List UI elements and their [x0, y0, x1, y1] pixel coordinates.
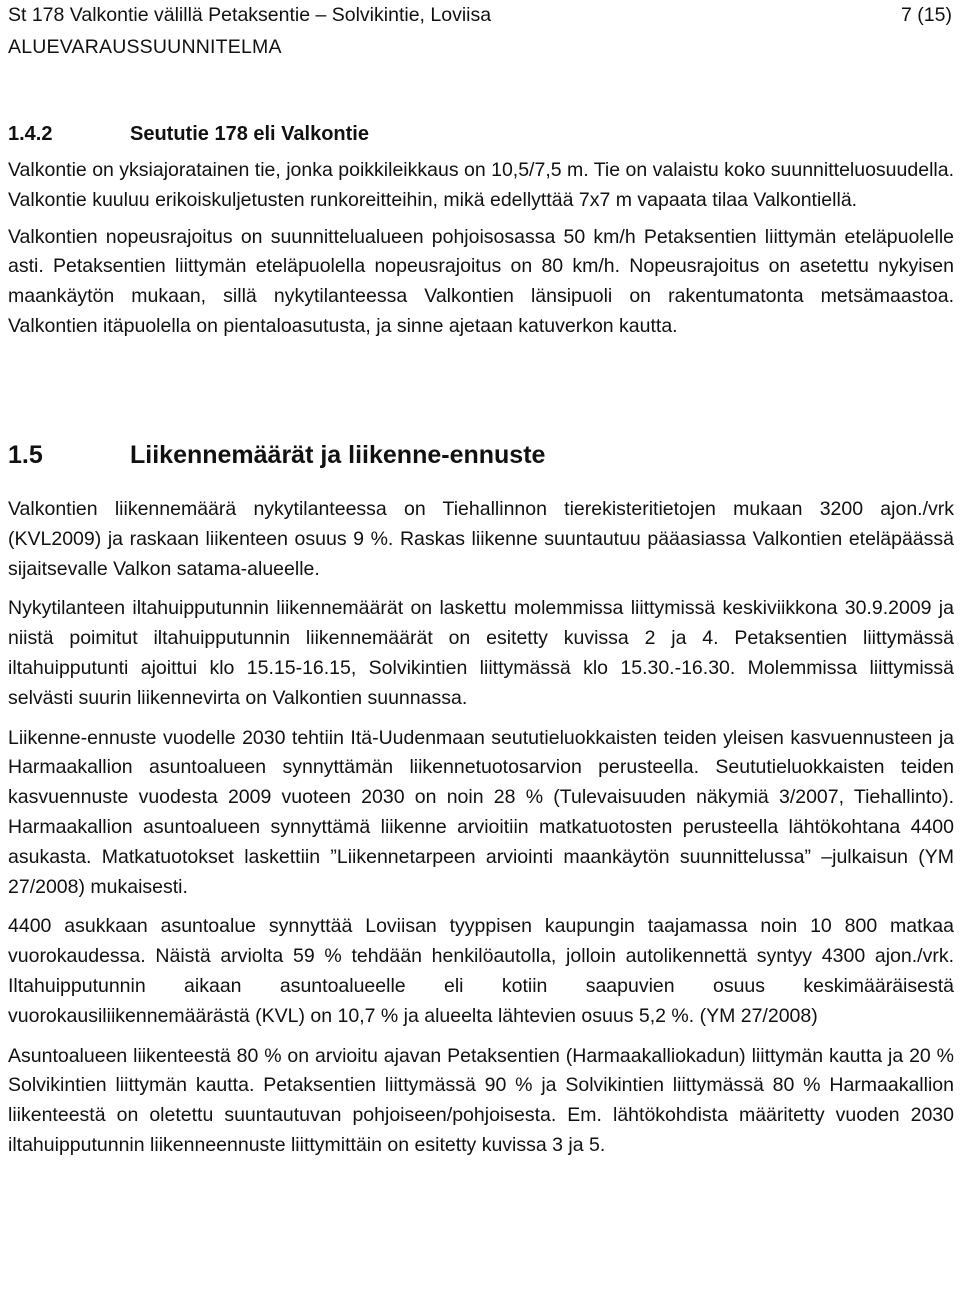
section-1-5-body [8, 495, 954, 1161]
paragraph: Valkontien liikennemäärä nykytilanteessa on Tiehallinnon tierekisteritietojen mukaan 3200 ajon./vrk (KVL2009) ja raskaan liikenteen osuus 9 %. Raskas liikenne suuntautuu pääasiassa Valkontien eteläpäässä sijaitsevalle Valkon satama-alueelle. [8, 498, 954, 580]
header-title: St 178 Valkontie välillä Petaksentie – Solvikintie, Loviisa [8, 4, 492, 26]
section-1-4-2-body [8, 156, 954, 342]
section-title: Seututie 178 eli Valkontie [130, 123, 369, 145]
page-number: 7 (15) [901, 4, 952, 26]
section-number: 1.5 [8, 441, 43, 469]
document-page [8, 0, 954, 1156]
section-heading-1-4-2 [8, 120, 369, 148]
page-header [8, 0, 954, 70]
paragraph: Valkontien nopeusrajoitus on suunnittelualueen pohjoisosassa 50 km/h Petaksentien liittymän eteläpuolelle asti. Petaksentien liittymän eteläpuolella nopeusrajoitus on 80 km/h. Nopeusrajoitus on asetettu nykyisen maankäytön mukaan, sillä nykytilanteessa Valkontien länsipuoli on rakentumatonta metsämaastoa. Valkontien itäpuolella on pientaloasutusta, ja sinne ajetaan katuverkon kautta. [8, 225, 954, 337]
section-title: Liikennemäärät ja liikenne-ennuste [130, 441, 546, 469]
paragraph: 4400 asukkaan asuntoalue synnyttää Loviisan tyyppisen kaupungin taajamassa noin 10 800 matkaa vuorokaudessa. Näistä arviolta 59 % tehdään henkilöautolla, jolloin autolikennettä syntyy 4300 ajon./vrk. Iltahuipputunnin aikaan asuntoalueelle eli kotiin saapuvien osuus keskimääräisestä vuorokausiliikennemäärästä (KVL) on 10,7 % ja alueelta lähtevien osuus 5,2 %. (YM 27/2008) [8, 915, 954, 1027]
section-heading-1-5 [8, 438, 545, 472]
header-subtitle: ALUEVARAUSSUUNNITELMA [8, 36, 282, 58]
paragraph: Valkontie on yksiajoratainen tie, jonka poikkileikkaus on 10,5/7,5 m. Tie on valaistu koko suunnitteluosuudella. Valkontie kuuluu erikoiskuljetusten runkoreitteihin, mikä edellyttää 7x7 m vapaata tilaa Valkontiellä. [8, 159, 954, 211]
section-number: 1.4.2 [8, 123, 53, 145]
paragraph: Liikenne-ennuste vuodelle 2030 tehtiin Itä-Uudenmaan seututieluokkaisten teiden yleisen kasvuennusteen ja Harmaakallion asuntoalueen synnyttämän liikennetuotosarvion perusteella. Seututieluokkaisten teiden kasvuennuste vuodesta 2009 vuoteen 2030 on noin 28 % (Tulevaisuuden näkymiä 3/2007, Tiehallinto). Harmaakallion asuntoalueen synnyttämä liikenne arvioitiin matkatuotosten perusteella lähtökohtana 4400 asukasta. Matkatuotokset laskettiin ”Liikennetarpeen arviointi maankäytön suunnittelussa” –julkaisun (YM 27/2008) mukaisesti. [8, 726, 954, 898]
paragraph: Nykytilanteen iltahuipputunnin liikennemäärät on laskettu molemmissa liittymissä keskiviikkona 30.9.2009 ja niistä poimitut iltahuipputunnin liikennemäärät on esitetty kuvissa 2 ja 4. Petaksentien liittymässä iltahuipputunti ajoittui klo 15.15-16.15, Solvikintien liittymässä klo 15.30.-16.30. Molemmissa liittymissä selvästi suurin liikennevirta on Valkontien suunnassa. [8, 597, 954, 709]
paragraph: Asuntoalueen liikenteestä 80 % on arvioitu ajavan Petaksentien (Harmaakalliokadun) liittymän kautta ja 20 % Solvikintien liittymän kautta. Petaksentien liittymässä 90 % ja Solvikintien liittymässä 80 % Harmaakallion liikenteestä on oletettu suuntautuvan pohjoiseen/pohjoisesta. Em. lähtökohdista määritetty vuoden 2030 iltahuipputunnin liikenneennuste liittymittäin on esitetty kuvissa 3 ja 5. [8, 1044, 954, 1156]
